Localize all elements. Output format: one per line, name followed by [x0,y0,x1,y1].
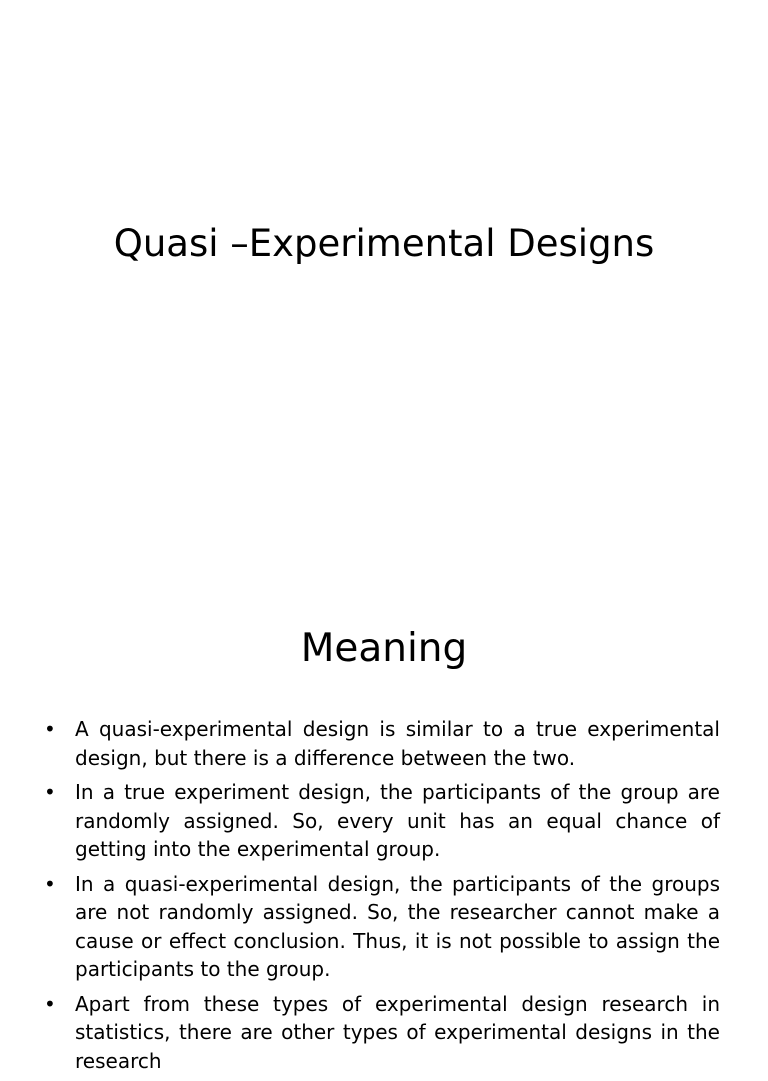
bullet-item [42,870,720,984]
bullet-text: Apart from these types of experimental design research in statistics, there are other types of experimental designs in the research [75,991,720,1073]
bullet-icon: • [44,871,56,896]
bullet-text: A quasi-experimental design is similar to a true experimental design, but there is a difference between the two. [75,717,720,770]
slide-meaning [0,576,768,1073]
bullet-list [42,715,720,1081]
slide-title: Quasi –Experimental Designs [113,222,655,265]
bullet-item [42,990,720,1076]
bullet-text: In a quasi-experimental design, the participants of the groups are not randomly assigned. So, the researcher cannot make a cause or effect conclusion. Thus, it is not possible to assign the participants to the group. [75,871,720,981]
bullet-item [42,778,720,864]
bullet-item [42,715,720,772]
bullet-icon: • [44,991,56,1016]
slide-heading: Meaning [300,626,468,671]
bullet-icon: • [44,717,56,741]
bullet-text: In a true experiment design, the participants of the group are randomly assigned. So, every unit has an equal chance of getting into the experimental group. [75,780,720,861]
bullet-icon: • [44,780,56,804]
